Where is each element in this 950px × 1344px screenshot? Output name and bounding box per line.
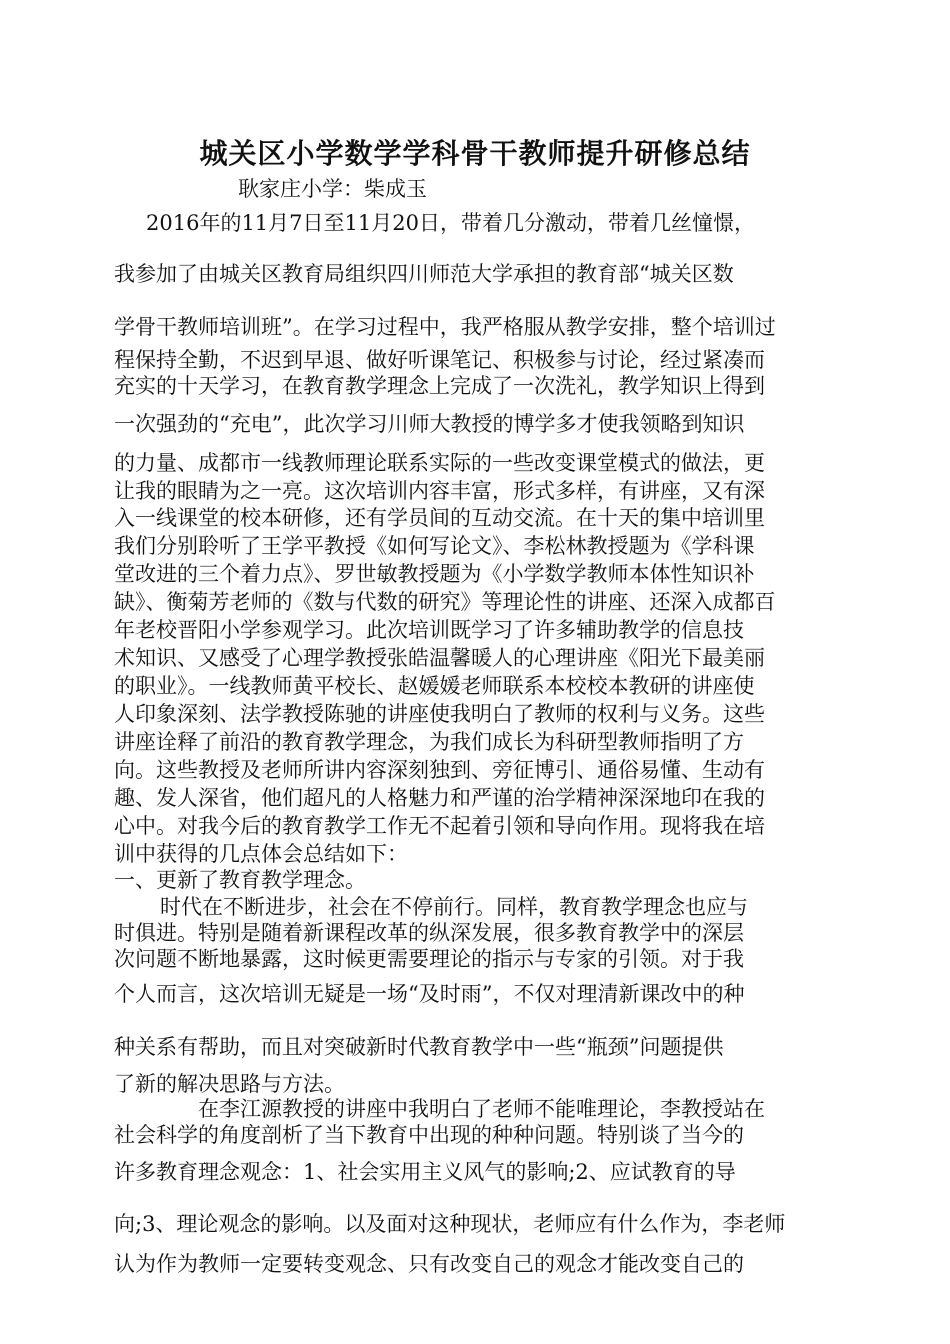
paragraph-line: 次问题不断地暴露，这时候更需要理论的指示与专家的引领。对于我 (114, 947, 744, 971)
paragraph-line: 程保持全勤，不迟到早退、做好听课笔记、积极参与讨论，经过紧凑而 (114, 348, 765, 372)
paragraph-line: 个人而言，这次培训无疑是一场“及时雨”，不仅对理清新课改中的种 (114, 982, 745, 1006)
paragraph-line: 堂改进的三个着力点》、罗世敏教授题为《小学数学教师本体性知识补 (114, 562, 755, 586)
paragraph-line: 年老校晋阳小学参观学习。此次培训既学习了许多辅助教学的信息技 (114, 618, 744, 642)
paragraph-line: 了新的解决思路与方法。 (114, 1072, 345, 1096)
paragraph-line: 时代在不断进步，社会在不停前行。同样，教育教学理念也应与 (160, 895, 748, 919)
section-heading: 一、更新了教育教学理念。 (114, 868, 366, 892)
paragraph-line: 人印象深刻、法学教授陈驰的讲座使我明白了教师的权利与义务。这些 (114, 702, 765, 726)
paragraph-line: 认为作为教师一定要转变观念、只有改变自己的观念才能改变自己的 (114, 1252, 744, 1276)
author-line: 耿家庄小学：柴成玉 (238, 177, 427, 201)
paragraph-line: 学骨干教师培训班”。在学习过程中，我严格服从教学安排，整个培训过 (114, 315, 776, 339)
paragraph-line: 社会科学的角度剖析了当下教育中出现的种种问题。特别谈了当今的 (114, 1123, 744, 1147)
paragraph-line: 的职业》。一线教师黄平校长、赵媛媛老师联系本校校本教研的讲座使 (114, 674, 755, 698)
paragraph-line: 缺》、衡菊芳老师的《数与代数的研究》等理论性的讲座、还深入成都百 (114, 590, 776, 614)
document-title: 城关区小学数学学科骨干教师提升研修总结 (199, 137, 751, 170)
paragraph-line: 许多教育理念观念：1、社会实用主义风气的影响;2、应试教育的导 (114, 1160, 736, 1184)
paragraph-line: 趣、发人深省，他们超凡的人格魅力和严谨的治学精神深深地印在我的 (114, 786, 765, 810)
paragraph-line: 在李江源教授的讲座中我明白了老师不能唯理论，李教授站在 (198, 1097, 765, 1121)
paragraph-line: 向。这些教授及老师所讲内容深刻独到、旁征博引、通俗易懂、生动有 (114, 758, 765, 782)
paragraph-line: 向;3、理论观念的影响。以及面对这种现状，老师应有什么作为，李老师 (114, 1212, 786, 1236)
paragraph-line: 我参加了由城关区教育局组织四川师范大学承担的教育部“城关区数 (114, 262, 734, 286)
paragraph-line: 入一线课堂的校本研修，还有学员间的互动交流。在十天的集中培训里 (114, 506, 765, 530)
paragraph-line: 时俱进。特别是随着新课程改革的纵深发展，很多教育教学中的深层 (114, 921, 744, 945)
paragraph-line: 讲座诠释了前沿的教育教学理念，为我们成长为科研型教师指明了方 (114, 730, 744, 754)
paragraph-line: 术知识、又感受了心理学教授张皓温馨暖人的心理讲座《阳光下最美丽 (114, 646, 765, 670)
paragraph-line: 训中获得的几点体会总结如下： (114, 842, 408, 866)
paragraph-line: 心中。对我今后的教育教学工作无不起着引领和导向作用。现将我在培 (114, 814, 765, 838)
paragraph-line: 2016年的11月7日至11月20日，带着几分激动，带着几丝憧憬， (146, 211, 755, 235)
paragraph-line: 一次强劲的“充电”，此次学习川师大教授的博学多才使我领略到知识 (114, 412, 745, 436)
paragraph-line: 种关系有帮助，而且对突破新时代教育教学中一些“瓶颈”问题提供 (114, 1035, 724, 1059)
paragraph-line: 的力量、成都市一线教师理论联系实际的一些改变课堂模式的做法，更 (114, 451, 765, 475)
paragraph-line: 让我的眼睛为之一亮。这次培训内容丰富，形式多样，有讲座，又有深 (114, 479, 765, 503)
paragraph-line: 充实的十天学习，在教育教学理念上完成了一次洗礼，教学知识上得到 (114, 374, 765, 398)
paragraph-line: 我们分别聆听了王学平教授《如何写论文》、李松林教授题为《学科课 (114, 534, 755, 558)
